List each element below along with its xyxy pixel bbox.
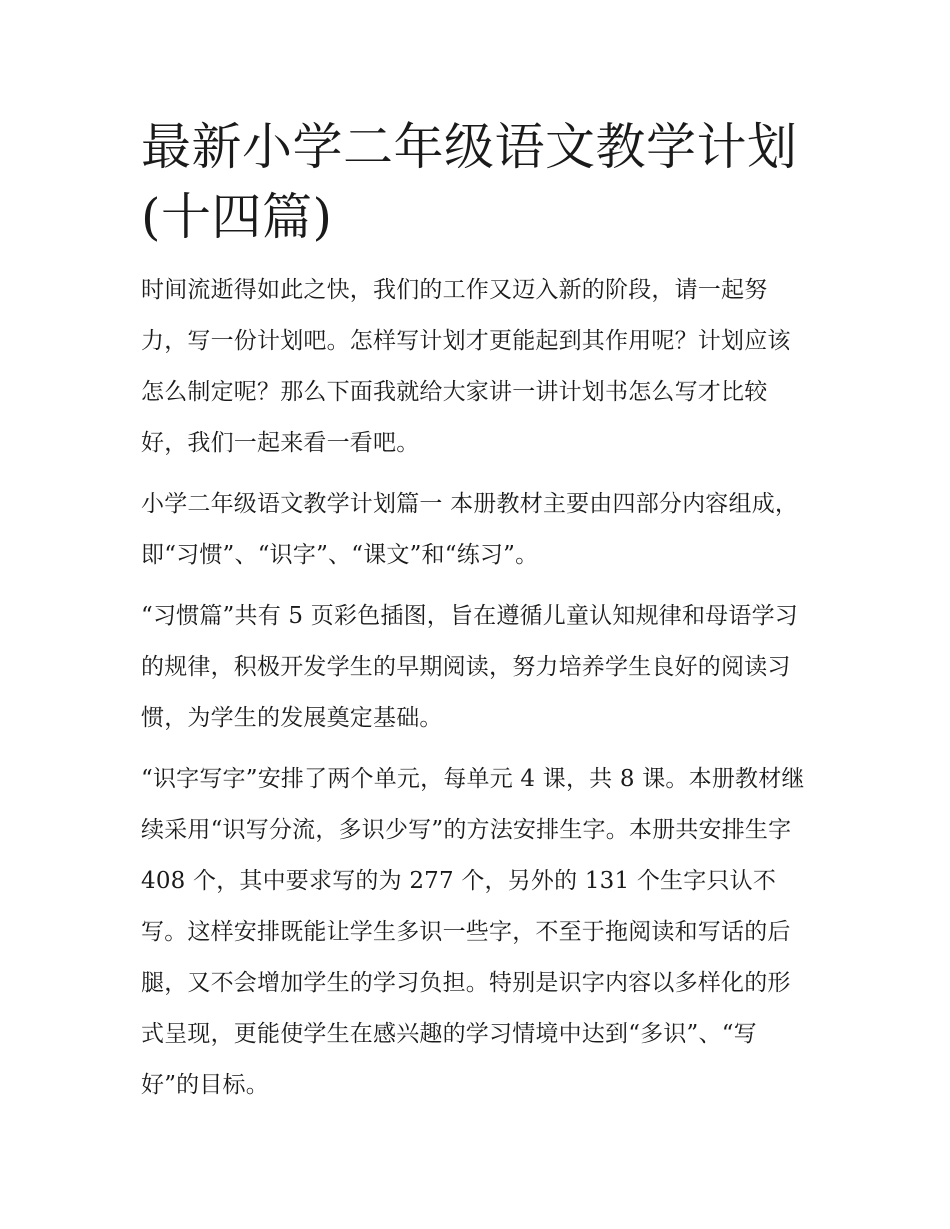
paragraph-plan-one: 小学二年级语文教学计划篇一 本册教材主要由四部分内容组成，即“习惯”、“识字”、“课文”和“练习”。 [141, 491, 799, 568]
paragraph-literacy: “识字写字”安排了两个单元，每单元 4 课，共 8 课。本册教材继续采用“识写分流，多识少写”的方法安排生字。本册共安排生字 408 个，其中要求写的为 277 个，另外的 131 个生字只认不写。这样安排既能让学生多识一些字，不至于拖阅读和写话的后腿，又不会增加学生的学习负担。特别是识字内容以多样化的形式呈现，更能使学生在感兴趣的学习情境中达到“多识”、“写好”的目标。 [141, 766, 805, 1098]
document-body [141, 112, 813, 1111]
document-title: 最新小学二年级语文教学计划(十四篇) [141, 118, 798, 246]
paragraph-intro: 时间流逝得如此之快，我们的工作又迈入新的阶段，请一起努力，写一份计划吧。怎样写计划才更能起到其作用呢？计划应该怎么制定呢？那么下面我就给大家讲一讲计划书怎么写才比较好，我们一起来看一看吧。 [141, 277, 791, 456]
paragraph-habits: “习惯篇”共有 5 页彩色插图，旨在遵循儿童认知规律和母语学习的规律，积极开发学生的早期阅读，努力培养学生良好的阅读习惯，为学生的发展奠定基础。 [141, 603, 798, 731]
